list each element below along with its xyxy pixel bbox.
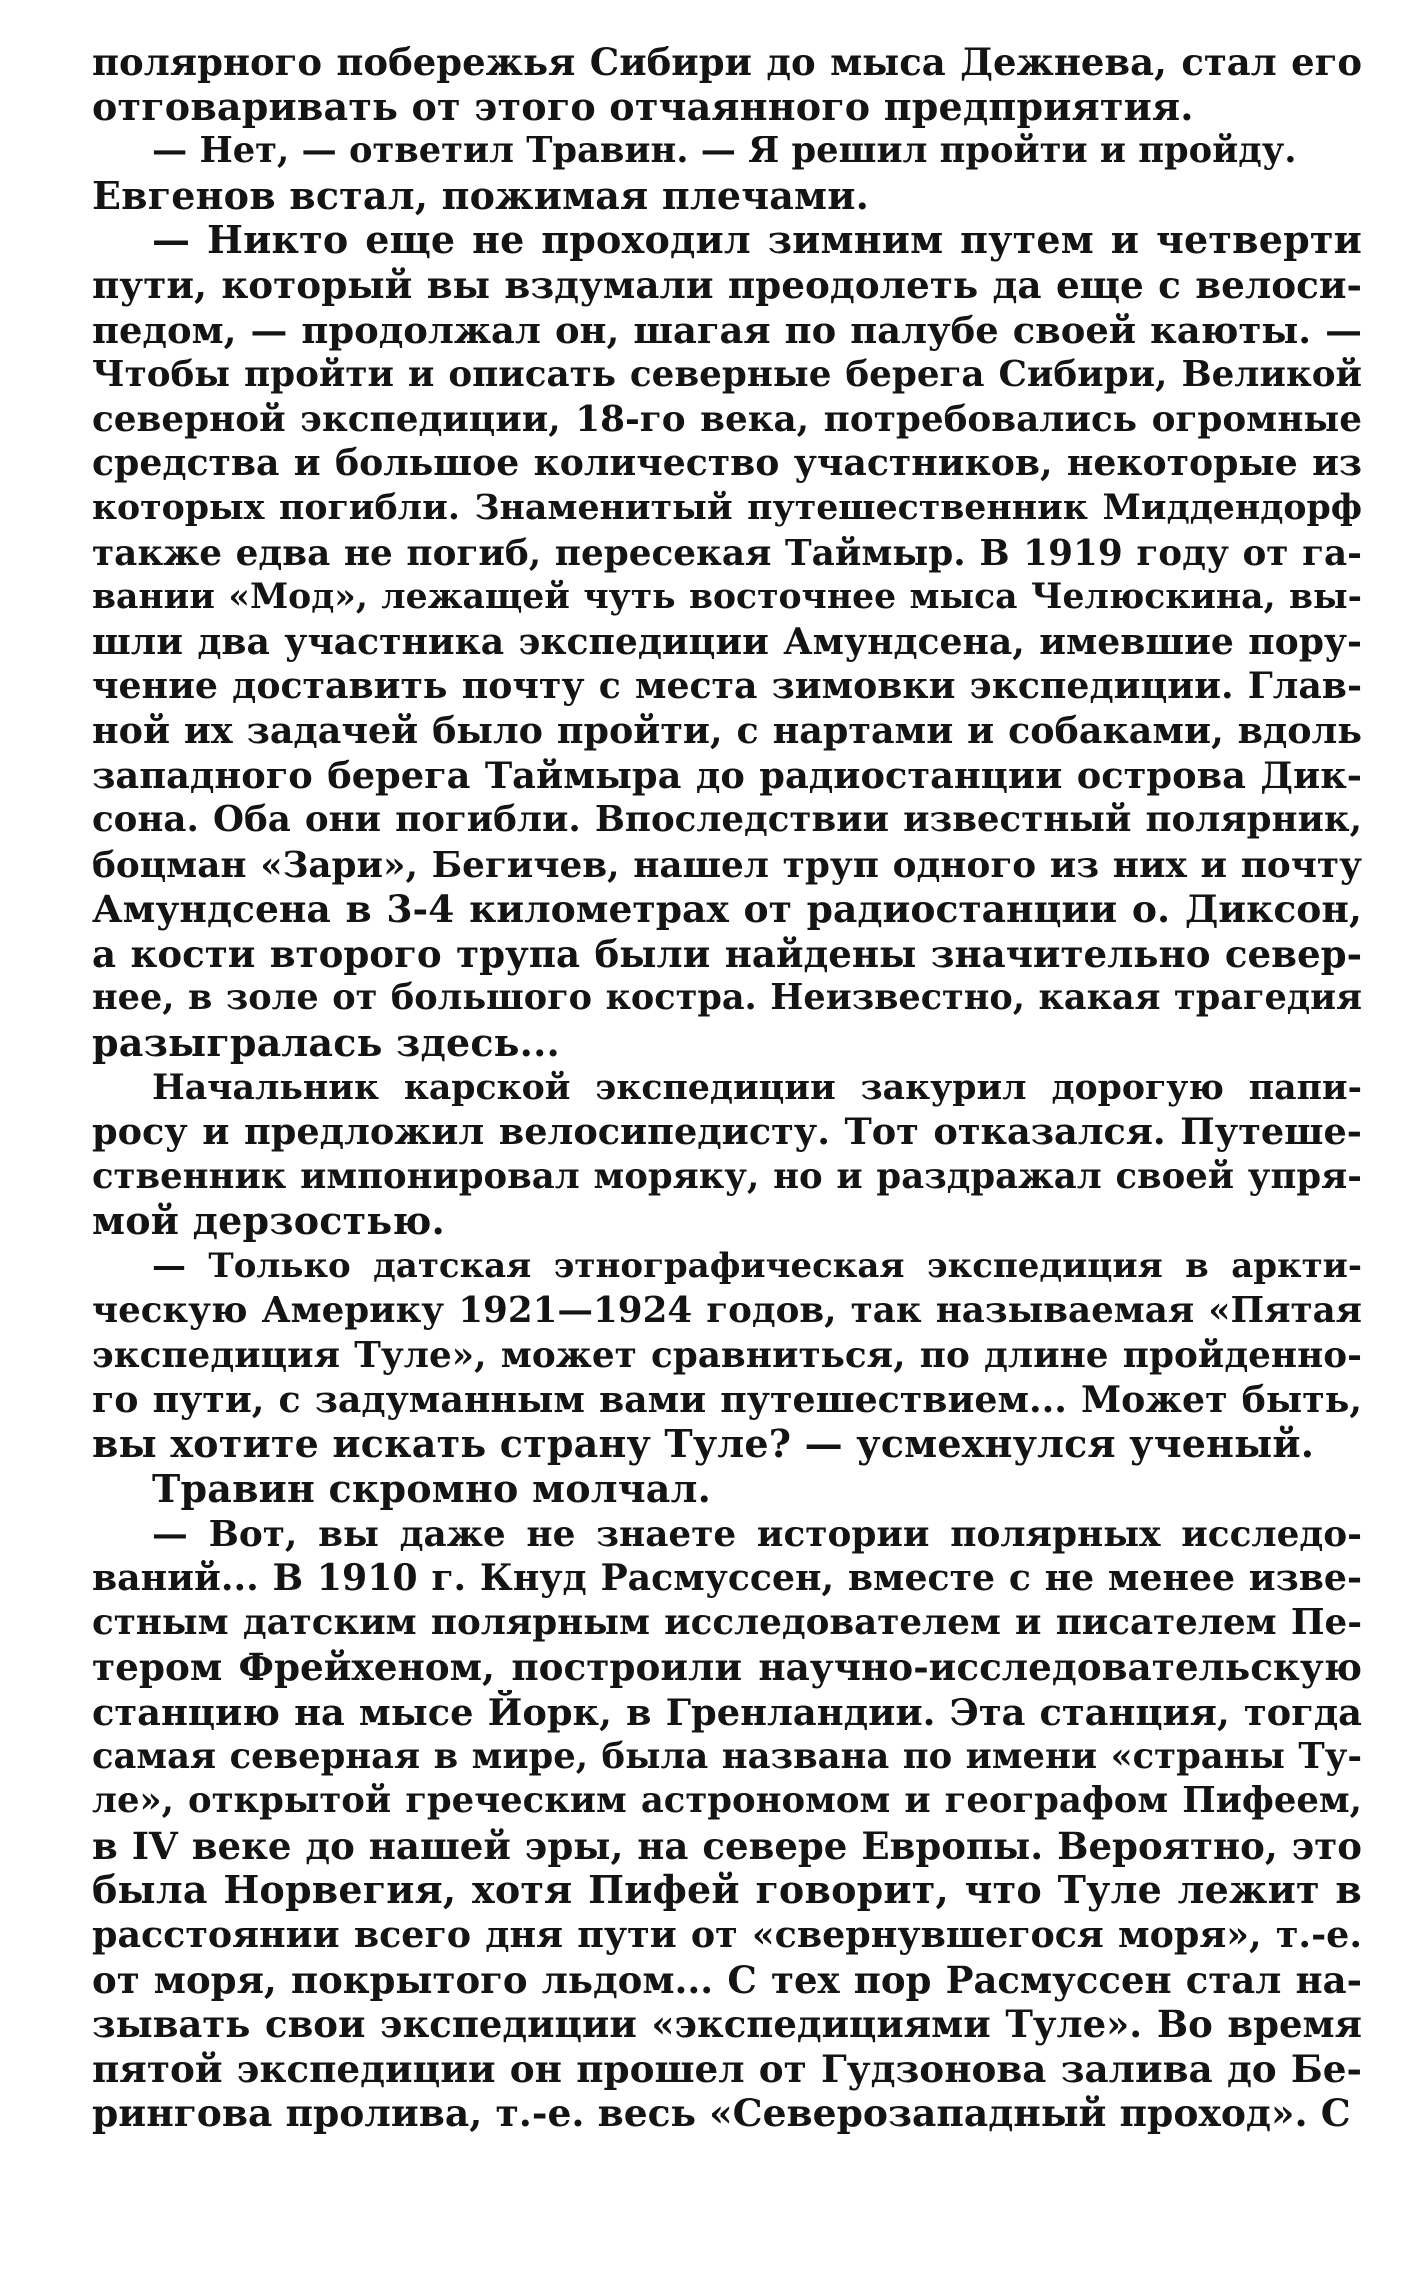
text-line: педом, — продолжал он, шагая по палубе своей каюты. — <box>92 307 1362 352</box>
text-line: Чтобы пройти и описать северные берега Сибири, Великой <box>92 353 1362 396</box>
text-line: которых погибли. Знаменитый путешественник Миддендорф <box>92 486 1362 528</box>
text-line: была Норвегия, хотя Пифей говорит, что Туле лежит в <box>92 1868 1362 1913</box>
text-line: — Нет, — ответил Травин. — Я решил пройти и пройду. <box>152 130 1297 172</box>
text-line: мой дерзостью. <box>92 1199 445 1244</box>
text-line: — Вот, вы даже не знаете истории полярных исследо- <box>152 1512 1362 1555</box>
text-line: средства и большое количество участников, некоторые из <box>92 441 1362 485</box>
text-line: пути, который вы вздумали преодолеть да еще с велоси- <box>92 262 1362 307</box>
text-line: Травин скромно молчал. <box>152 1467 711 1511</box>
paragraph <box>92 1066 1362 1244</box>
text-line: в IV веке до нашей эры, на севере Европы. Вероятно, это <box>92 1823 1362 1868</box>
text-line: рингова пролива, т.-е. весь «Северозападный проход». С <box>92 2091 1351 2136</box>
text-line: ле», открытой греческим астрономом и географом Пифеем, <box>92 1780 1362 1822</box>
text-line: расстоянии всего дня пути от «свернувшегося моря», т.-е. <box>92 1912 1362 1956</box>
paragraph <box>92 1244 1362 1467</box>
text-line: экспедиция Туле», может сравниться, по длине пройденно- <box>92 1334 1362 1377</box>
paragraph <box>92 129 1362 174</box>
text-body <box>92 40 1362 2136</box>
text-line: отговаривать от этого отчаянного предприятия. <box>92 84 1194 129</box>
text-line: стным датским полярным исследователем и писателем Пе- <box>92 1601 1362 1643</box>
text-line: росу и предложил велосипедисту. Тот отказался. Путеше- <box>92 1110 1362 1154</box>
text-line: станцию на мысе Йорк, в Гренландии. Эта станция, тогда <box>92 1689 1362 1734</box>
text-line: западного берега Таймыра до радиостанции острова Дик- <box>92 753 1362 797</box>
paragraph <box>92 1467 1362 1512</box>
text-line: также едва не погиб, пересекая Таймыр. В 1919 году от га- <box>92 531 1362 574</box>
text-line: ственник импонировал моряку, но и раздражал своей упря- <box>92 1155 1362 1197</box>
text-line: сона. Оба они погибли. Впоследствии известный полярник, <box>92 799 1362 841</box>
text-line: го пути, с задуманным вами путешествием... Может быть, <box>92 1377 1362 1421</box>
text-line: тером Фрейхеном, построили научно-исследовательскую <box>92 1645 1362 1690</box>
text-line: шли два участника экспедиции Амундсена, имевшие пору- <box>92 619 1362 663</box>
text-line: от моря, покрытого льдом... С тех пор Расмуссен стал на- <box>92 1957 1362 2002</box>
paragraph <box>92 40 1362 129</box>
text-line: самая северная в мире, была названа по имени «страны Ту- <box>92 1735 1362 1777</box>
text-line: Амундсена в 3-4 километрах от радиостанции о. Диксон, <box>92 887 1362 932</box>
text-line: северной экспедиции, 18-го века, потребовались огромные <box>92 397 1362 440</box>
text-line: полярного побережья Сибири до мыса Дежнева, стал его <box>92 40 1362 84</box>
paragraph <box>92 1512 1362 2136</box>
text-line: Евгенов встал, пожимая плечами. <box>92 173 870 218</box>
text-line: пятой экспедиции он прошел от Гудзонова залива до Бе- <box>92 2046 1362 2091</box>
document-page <box>92 40 1362 2240</box>
paragraph <box>92 218 1362 1065</box>
text-line: зывать свои экспедиции «экспедициями Туле». Во время <box>92 2002 1362 2047</box>
text-line: а кости второго трупа были найдены значительно север- <box>92 931 1362 976</box>
text-line: вы хотите искать страну Туле? — усмехнулся ученый. <box>92 1422 1315 1467</box>
text-line: разыгралась здесь... <box>92 1021 560 1066</box>
text-line: — Только датская этнографическая экспедиция в аркти- <box>152 1246 1362 1287</box>
text-line: Начальник карской экспедиции закурил дорогую папи- <box>152 1066 1362 1108</box>
text-line: ной их задачей было пройти, с нартами и собаками, вдоль <box>92 708 1362 752</box>
text-line: нее, в золе от большого костра. Неизвестно, какая трагедия <box>92 977 1362 1019</box>
text-line: ваний... В 1910 г. Кнуд Расмуссен, вместе с не менее изве- <box>92 1556 1362 1600</box>
text-line: чение доставить почту с места зимовки экспедиции. Глав- <box>92 664 1362 708</box>
text-line: ческую Америку 1921—1924 годов, так называемая «Пятая <box>92 1289 1362 1331</box>
paragraph <box>92 174 1362 219</box>
text-line: боцман «Зари», Бегичев, нашел труп одного из них и почту <box>92 843 1362 886</box>
text-line: вании «Мод», лежащей чуть восточнее мыса Челюскина, вы- <box>92 577 1362 618</box>
text-line: — Никто еще не проходил зимним путем и четверти <box>152 218 1362 263</box>
